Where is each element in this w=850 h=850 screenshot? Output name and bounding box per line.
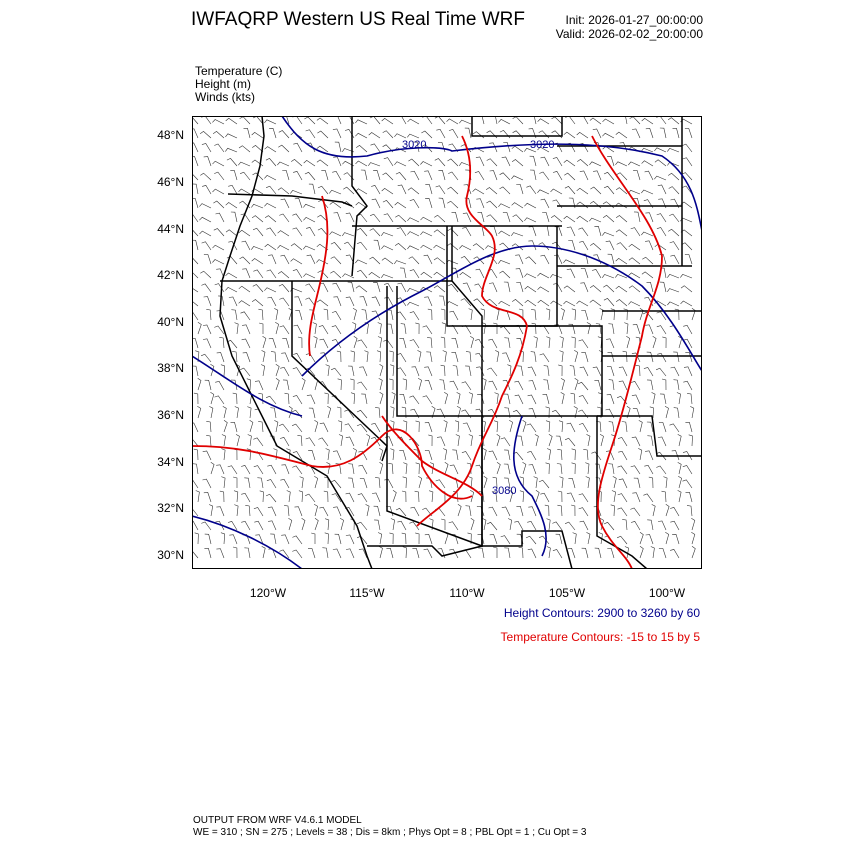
lon-label: 105°W [548, 586, 586, 600]
lat-label: 30°N [157, 548, 184, 562]
contour-label-3080: 3080 [492, 485, 517, 497]
lat-label: 36°N [157, 408, 184, 422]
field-winds-label: Winds (kts) [195, 90, 255, 104]
lat-label: 32°N [157, 501, 184, 515]
model-info: OUTPUT FROM WRF V4.6.1 MODEL [193, 815, 362, 826]
lat-label: 44°N [157, 222, 184, 236]
lat-label: 46°N [157, 175, 184, 189]
contour-label-3020-b: 3020 [530, 139, 555, 151]
map-canvas [192, 116, 702, 569]
field-height-label: Height (m) [195, 77, 252, 91]
lat-label: 34°N [157, 455, 184, 469]
valid-time: Valid: 2026-02-02_20:00:00 [555, 27, 703, 41]
lat-label: 38°N [157, 361, 184, 375]
map-panel [192, 116, 702, 569]
lon-label: 120°W [249, 586, 287, 600]
lon-label: 115°W [349, 586, 385, 600]
lat-label: 42°N [157, 268, 184, 282]
lon-label: 100°W [648, 586, 686, 600]
contour-label-3020-a: 3020 [402, 139, 427, 151]
lon-label: 110°W [449, 586, 485, 600]
field-temperature-label: Temperature (C) [195, 64, 283, 78]
init-time: Init: 2026-01-27_00:00:00 [565, 13, 703, 27]
lat-label: 48°N [157, 128, 184, 142]
lat-label: 40°N [157, 315, 184, 329]
height-contours-legend: Height Contours: 2900 to 3260 by 60 [503, 606, 700, 620]
temperature-contours-legend: Temperature Contours: -15 to 15 by 5 [500, 630, 700, 644]
plot-title: IWFAQRP Western US Real Time WRF [191, 9, 525, 30]
model-config: WE = 310 ; SN = 275 ; Levels = 38 ; Dis = 8km ; Phys Opt = 8 ; PBL Opt = 1 ; Cu Opt = 3 [193, 827, 587, 838]
